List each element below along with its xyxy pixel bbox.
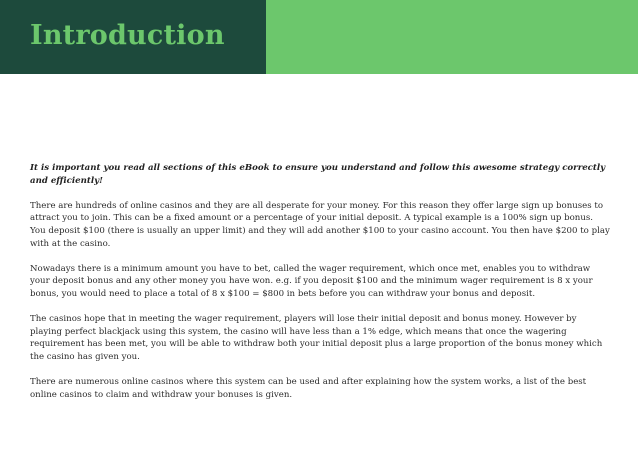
paragraph-3: The casinos hope that in meeting the wager requirement, players will lose their initial deposit and bonus money. However by playing perfect blackjack using this system, the casino will have less than a 1% edge, which means that once the wagering requirement has been met, you will be able to withdraw both your initial deposit plus a large proportion of the bonus money which the casino has given you. (30, 314, 603, 362)
paragraph-2: Nowadays there is a minimum amount you have to bet, called the wager requirement, which once met, enables you to withdraw your deposit bonus and any other money you have won. e.g. if you deposit $100 and the minimum wager requirement is 8 x your bonus, you would need to place a total of 8 x $100 = $800 in bets before you can withdraw your bonus and deposit. (30, 263, 593, 299)
lead-paragraph: It is important you read all sections of this eBook to ensure you understand and follow this awesome strategy correctly and efficiently! (30, 163, 606, 186)
header-green-block (266, 0, 638, 74)
paragraph-1: There are hundreds of online casinos and they are all desperate for your money. For this reason they offer large sign up bonuses to attract you to join. This can be a fixed amount or a percentage of your initial deposit. A typical example is a 100% sign up bonus. You deposit $100 (there is usually an upper limit) and they will add another $100 to your casino account. You then have $200 to play with at the casino. (30, 200, 610, 249)
header-banner (0, 0, 638, 74)
paragraph-4: There are numerous online casinos where this system can be used and after explaining how the system works, a list of the best online casinos to claim and withdraw your bonuses is given. (30, 377, 587, 400)
body-text (30, 162, 610, 401)
page-title: Introduction (30, 20, 225, 51)
